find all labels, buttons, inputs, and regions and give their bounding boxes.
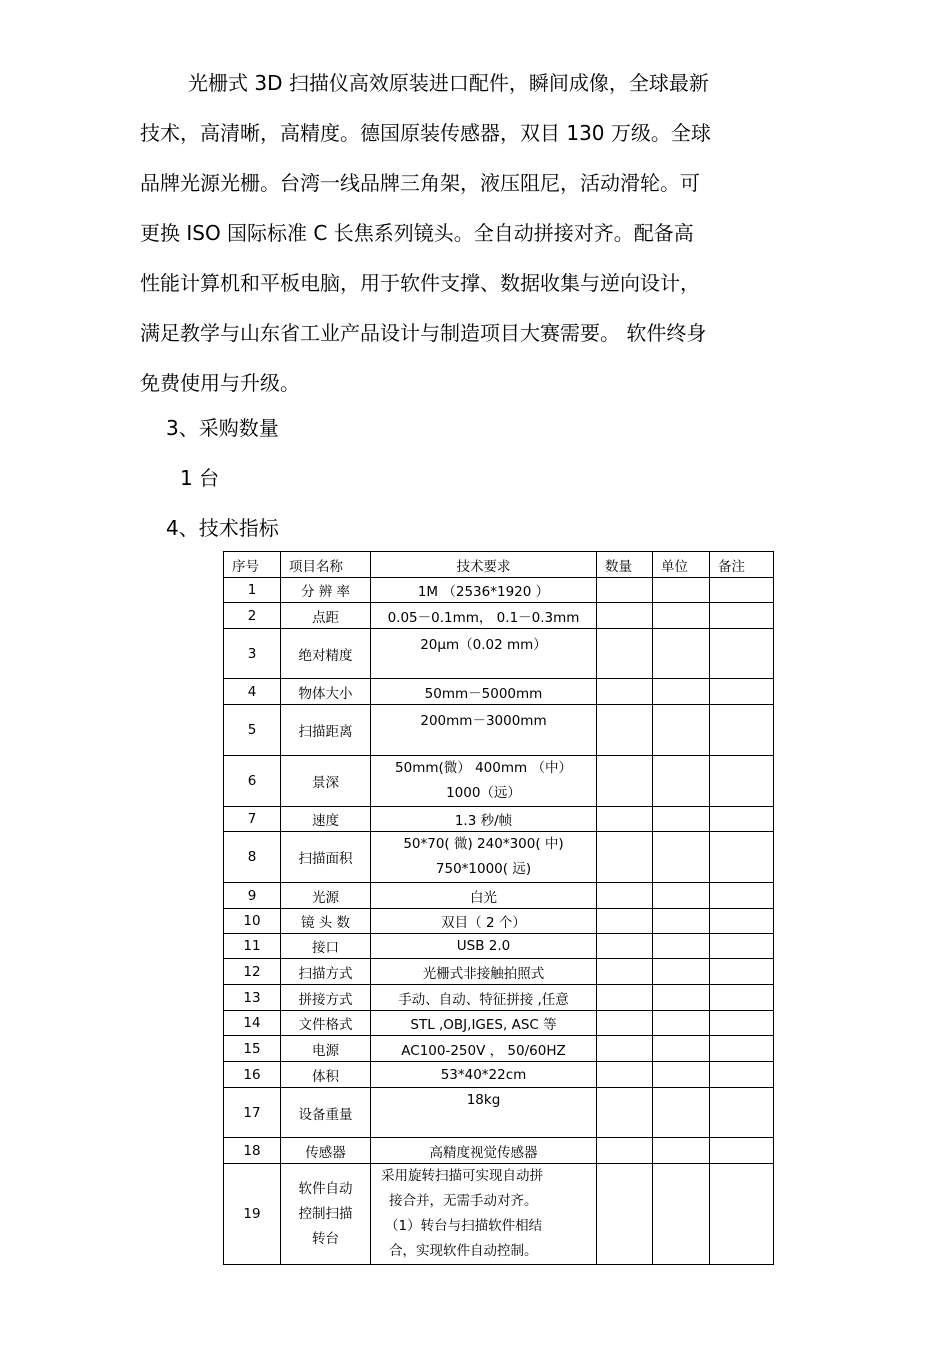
row-name: 接口 <box>281 934 371 959</box>
row-no: 14 <box>224 1011 281 1036</box>
requirement-line: 接合并，无需手动对齐。 <box>389 1193 538 1209</box>
row-requirement <box>371 1164 597 1265</box>
row-quantity <box>597 603 653 629</box>
row-name: 物体大小 <box>281 679 371 705</box>
row-no: 10 <box>224 909 281 934</box>
row-name: 文件格式 <box>281 1011 371 1036</box>
requirement-line: 1000（远） <box>446 785 521 801</box>
name-line: 控制扫描 <box>298 1205 353 1222</box>
row-requirement: STL ,OBJ,IGES, ASC 等 <box>371 1011 597 1036</box>
row-no: 11 <box>224 934 281 959</box>
table-row <box>224 807 774 832</box>
paragraph-line: 技术，高清晰，高精度。德国原装传感器，双目 130 万级。全球 <box>140 121 711 145</box>
table-row <box>224 1088 774 1138</box>
table-row <box>224 603 774 629</box>
section-3-heading: 3、采购数量 <box>166 416 279 440</box>
row-quantity <box>597 756 653 807</box>
table-row <box>224 629 774 679</box>
row-quantity <box>597 959 653 985</box>
row-remarks <box>710 1062 774 1088</box>
row-name: 传感器 <box>281 1138 371 1164</box>
row-no: 19 <box>224 1164 281 1265</box>
row-quantity <box>597 832 653 883</box>
row-unit <box>653 832 710 883</box>
row-remarks <box>710 807 774 832</box>
row-requirement: 双目（ 2 个） <box>371 909 597 934</box>
row-requirement: 白光 <box>371 883 597 909</box>
row-quantity <box>597 1164 653 1265</box>
row-quantity <box>597 807 653 832</box>
row-remarks <box>710 603 774 629</box>
table-row <box>224 1036 774 1062</box>
table-row <box>224 1062 774 1088</box>
row-no: 18 <box>224 1138 281 1164</box>
row-name: 景深 <box>281 756 371 807</box>
row-no: 16 <box>224 1062 281 1088</box>
header-quantity: 数量 <box>597 552 653 578</box>
row-remarks <box>710 756 774 807</box>
row-unit <box>653 603 710 629</box>
row-remarks <box>710 679 774 705</box>
row-name: 分 辨 率 <box>281 578 371 603</box>
row-unit <box>653 985 710 1011</box>
header-unit: 单位 <box>653 552 710 578</box>
row-unit <box>653 756 710 807</box>
row-quantity <box>597 934 653 959</box>
spec-table <box>223 551 774 1265</box>
row-requirement: USB 2.0 <box>371 934 597 959</box>
header-remarks: 备注 <box>710 552 774 578</box>
row-requirement: 18kg <box>371 1088 597 1138</box>
table-row <box>224 679 774 705</box>
row-requirement: 光栅式非接触拍照式 <box>371 959 597 985</box>
table-row <box>224 578 774 603</box>
requirement-line: 750*1000( 远) <box>435 861 532 877</box>
row-quantity <box>597 1011 653 1036</box>
row-quantity <box>597 578 653 603</box>
row-no: 5 <box>224 705 281 756</box>
table-row <box>224 959 774 985</box>
row-name: 速度 <box>281 807 371 832</box>
requirement-line: 采用旋转扫描可实现自动拼 <box>381 1168 543 1184</box>
row-unit <box>653 1088 710 1138</box>
row-remarks <box>710 934 774 959</box>
name-line: 转台 <box>312 1230 339 1247</box>
row-requirement: AC100-250V ， 50/60HZ <box>371 1036 597 1062</box>
row-name: 镜 头 数 <box>281 909 371 934</box>
header-requirement: 技术要求 <box>371 552 597 578</box>
paragraph-line: 满足教学与山东省工业产品设计与制造项目大赛需要。 软件终身 <box>140 321 707 345</box>
row-remarks <box>710 578 774 603</box>
paragraph-line: 光栅式 3D 扫描仪高效原装进口配件，瞬间成像，全球最新 <box>188 71 709 95</box>
row-unit <box>653 959 710 985</box>
row-remarks <box>710 959 774 985</box>
row-name <box>281 1164 371 1265</box>
name-line: 软件自动 <box>298 1180 353 1197</box>
row-quantity <box>597 705 653 756</box>
header-no: 序号 <box>224 552 281 578</box>
row-remarks <box>710 1011 774 1036</box>
row-quantity <box>597 629 653 679</box>
row-no: 6 <box>224 756 281 807</box>
row-remarks <box>710 1088 774 1138</box>
table-row <box>224 883 774 909</box>
row-unit <box>653 1036 710 1062</box>
row-requirement <box>371 832 597 883</box>
row-unit <box>653 705 710 756</box>
row-remarks <box>710 985 774 1011</box>
table-row <box>224 705 774 756</box>
row-no: 3 <box>224 629 281 679</box>
row-name: 扫描距离 <box>281 705 371 756</box>
row-name: 扫描方式 <box>281 959 371 985</box>
paragraph-line: 免费使用与升级。 <box>140 371 300 395</box>
table-row <box>224 756 774 807</box>
requirement-line: 50mm(微） 400mm （中） <box>395 760 572 776</box>
row-name: 设备重量 <box>281 1088 371 1138</box>
table-row <box>224 832 774 883</box>
row-unit <box>653 934 710 959</box>
row-remarks <box>710 705 774 756</box>
row-name: 扫描面积 <box>281 832 371 883</box>
row-requirement: 高精度视觉传感器 <box>371 1138 597 1164</box>
row-no: 1 <box>224 578 281 603</box>
paragraph-line: 性能计算机和平板电脑，用于软件支撑、数据收集与逆向设计， <box>140 271 700 295</box>
row-no: 15 <box>224 1036 281 1062</box>
row-remarks <box>710 909 774 934</box>
row-quantity <box>597 1036 653 1062</box>
row-no: 8 <box>224 832 281 883</box>
row-no: 2 <box>224 603 281 629</box>
table-row <box>224 909 774 934</box>
row-unit <box>653 909 710 934</box>
row-unit <box>653 807 710 832</box>
row-requirement: 1M （2536*1920 ） <box>371 578 597 603</box>
row-quantity <box>597 985 653 1011</box>
row-name: 光源 <box>281 883 371 909</box>
row-remarks <box>710 629 774 679</box>
row-requirement: 200mm－3000mm <box>371 705 597 756</box>
row-name: 体积 <box>281 1062 371 1088</box>
row-unit <box>653 629 710 679</box>
table-row <box>224 1011 774 1036</box>
row-unit <box>653 578 710 603</box>
row-remarks <box>710 1138 774 1164</box>
row-no: 13 <box>224 985 281 1011</box>
table-row <box>224 985 774 1011</box>
row-name: 绝对精度 <box>281 629 371 679</box>
header-name: 项目名称 <box>281 552 371 578</box>
row-requirement: 50mm－5000mm <box>371 679 597 705</box>
intro-paragraph <box>140 58 810 408</box>
row-quantity <box>597 909 653 934</box>
purchase-quantity: 1 台 <box>180 466 220 490</box>
requirement-line: 合，实现软件自动控制。 <box>389 1243 538 1259</box>
table-row <box>224 1138 774 1164</box>
row-name: 点距 <box>281 603 371 629</box>
row-unit <box>653 1011 710 1036</box>
row-quantity <box>597 883 653 909</box>
table-row <box>224 1164 774 1265</box>
row-no: 12 <box>224 959 281 985</box>
row-no: 4 <box>224 679 281 705</box>
requirement-line: （1）转台与扫描软件相结 <box>385 1218 543 1234</box>
row-requirement: 20μm（0.02 mm） <box>371 629 597 679</box>
row-no: 7 <box>224 807 281 832</box>
table-row <box>224 934 774 959</box>
row-quantity <box>597 1062 653 1088</box>
row-unit <box>653 1062 710 1088</box>
row-remarks <box>710 1164 774 1265</box>
row-remarks <box>710 1036 774 1062</box>
row-quantity <box>597 1088 653 1138</box>
section-4-heading: 4、技术指标 <box>166 516 279 540</box>
row-unit <box>653 679 710 705</box>
row-requirement: 手动、自动、特征拼接 ,任意 <box>371 985 597 1011</box>
row-unit <box>653 1164 710 1265</box>
paragraph-line: 更换 ISO 国际标准 C 长焦系列镜头。全自动拼接对齐。配备高 <box>140 221 694 245</box>
row-requirement: 1.3 秒/帧 <box>371 807 597 832</box>
row-name: 拼接方式 <box>281 985 371 1011</box>
row-requirement: 0.05－0.1mm， 0.1－0.3mm <box>371 603 597 629</box>
requirement-line: 50*70( 微) 240*300( 中) <box>403 836 564 852</box>
row-unit <box>653 1138 710 1164</box>
row-remarks <box>710 832 774 883</box>
row-no: 17 <box>224 1088 281 1138</box>
row-unit <box>653 883 710 909</box>
row-requirement: 53*40*22cm <box>371 1062 597 1088</box>
row-remarks <box>710 883 774 909</box>
row-name: 电源 <box>281 1036 371 1062</box>
row-requirement <box>371 756 597 807</box>
row-no: 9 <box>224 883 281 909</box>
row-quantity <box>597 1138 653 1164</box>
row-quantity <box>597 679 653 705</box>
table-header-row <box>224 552 774 578</box>
paragraph-line: 品牌光源光栅。台湾一线品牌三角架，液压阻尼，活动滑轮。可 <box>140 171 700 195</box>
